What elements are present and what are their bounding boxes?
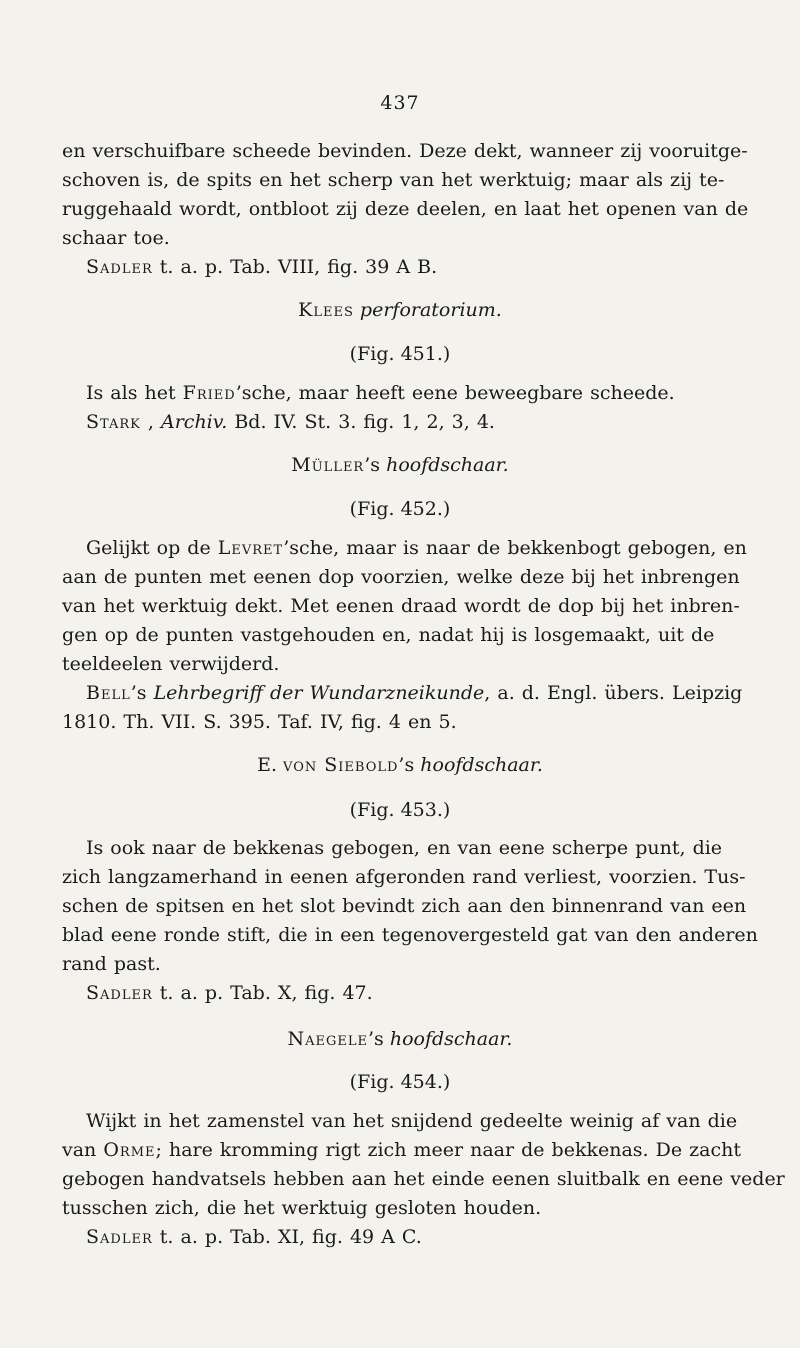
- figure-label: (Fig. 453.): [349, 799, 451, 821]
- heading-title: hoofdschaar.: [420, 754, 543, 776]
- text-line: gebogen handvatsels hebben aan het einde eenen sluitbalk en eene veder: [62, 1168, 785, 1190]
- author-name: Sadler: [86, 982, 153, 1004]
- heading-author: von Siebold: [283, 754, 399, 776]
- text-line: Is ook naar de bekkenas gebogen, en van eene scherpe punt, die: [86, 837, 723, 859]
- heading-title: hoofdschaar.: [389, 1028, 513, 1050]
- reference-line: Bell’s Lehrbegriff der Wundarzneikunde, a. d. Engl. übers. Leipzig: [86, 682, 743, 704]
- reference-line: Sadler t. a. p. Tab. XI, fig. 49 A C.: [86, 1226, 422, 1248]
- heading-author: Klees: [298, 299, 354, 321]
- author-name: Fried: [182, 382, 236, 404]
- heading-title: perforatorium.: [359, 299, 502, 321]
- reference-line: Stark , Archiv. Bd. IV. St. 3. fig. 1, 2, 3, 4.: [86, 411, 495, 433]
- text-line: zich langzamerhand in eenen afgeronden rand verliest, voorzien. Tus-: [62, 866, 746, 888]
- text-line: Is als het Fried’sche, maar heeft eene beweegbare scheede.: [86, 382, 675, 404]
- heading-author: Naegele: [287, 1028, 368, 1050]
- author-name: Sadler: [86, 1226, 153, 1248]
- author-name: Levret: [217, 537, 284, 559]
- figure-label: (Fig. 454.): [349, 1071, 451, 1093]
- text-line: schoven is, de spits en het scherp van het werktuig; maar als zij te-: [62, 169, 725, 191]
- text-line: en verschuifbare scheede bevinden. Deze dekt, wanneer zij vooruitge-: [62, 140, 748, 162]
- section-heading: Naegele’s hoofdschaar.: [287, 1028, 513, 1050]
- reference-line: [86, 254, 437, 280]
- text-line: Gelijkt op de Levret’sche, maar is naar de bekkenbogt gebogen, en: [86, 537, 747, 559]
- text-line: van Orme; hare kromming rigt zich meer naar de bekkenas. De zacht: [62, 1139, 741, 1161]
- text-line: rand past.: [62, 953, 161, 975]
- work-title: Lehrbegriff der Wundarzneikunde: [153, 682, 485, 704]
- text-line: Wijkt in het zamenstel van het snijdend gedeelte weinig af van die: [86, 1110, 738, 1132]
- text-line: blad eene ronde stift, die in een tegenovergesteld gat van den anderen: [62, 924, 758, 946]
- text-line: gen op de punten vastgehouden en, nadat hij is losgemaakt, uit de: [62, 624, 715, 646]
- text-line: van het werktuig dekt. Met eenen draad wordt de dop bij het inbren-: [62, 595, 740, 617]
- text-line: schen de spitsen en het slot bevindt zich aan den binnenrand van een: [62, 895, 747, 917]
- text-line: schaar toe.: [62, 227, 170, 249]
- figure-label: (Fig. 451.): [349, 343, 451, 365]
- reference-line: 1810. Th. VII. S. 395. Taf. IV, fig. 4 en 5.: [62, 711, 457, 733]
- section-heading: E. von Siebold’s hoofdschaar.: [257, 754, 543, 776]
- reference-text: t. a. p. Tab. VIII, fig. 39 A B.: [152, 256, 438, 278]
- section-heading: [0, 297, 800, 323]
- heading-author: Müller: [291, 454, 365, 476]
- figure-label: (Fig. 452.): [349, 498, 451, 520]
- reference-line: Sadler t. a. p. Tab. X, fig. 47.: [86, 982, 373, 1004]
- section-heading: Müller’s hoofdschaar.: [291, 454, 509, 476]
- text-line: tusschen zich, die het werktuig gesloten houden.: [62, 1197, 542, 1219]
- page-number: 437: [380, 92, 420, 114]
- author-name: Bell: [86, 682, 131, 704]
- work-title: Archiv.: [161, 411, 228, 433]
- author-name: Orme: [103, 1139, 156, 1161]
- author-name: Stark: [86, 411, 141, 433]
- heading-title: hoofdschaar.: [386, 454, 509, 476]
- text-line: aan de punten met eenen dop voorzien, welke deze bij het inbrengen: [62, 566, 740, 588]
- text-line: teeldeelen verwijderd.: [62, 653, 280, 675]
- author-name: Sadler: [86, 256, 153, 278]
- text-line: ruggehaald wordt, ontbloot zij deze deelen, en laat het openen van de: [62, 198, 749, 220]
